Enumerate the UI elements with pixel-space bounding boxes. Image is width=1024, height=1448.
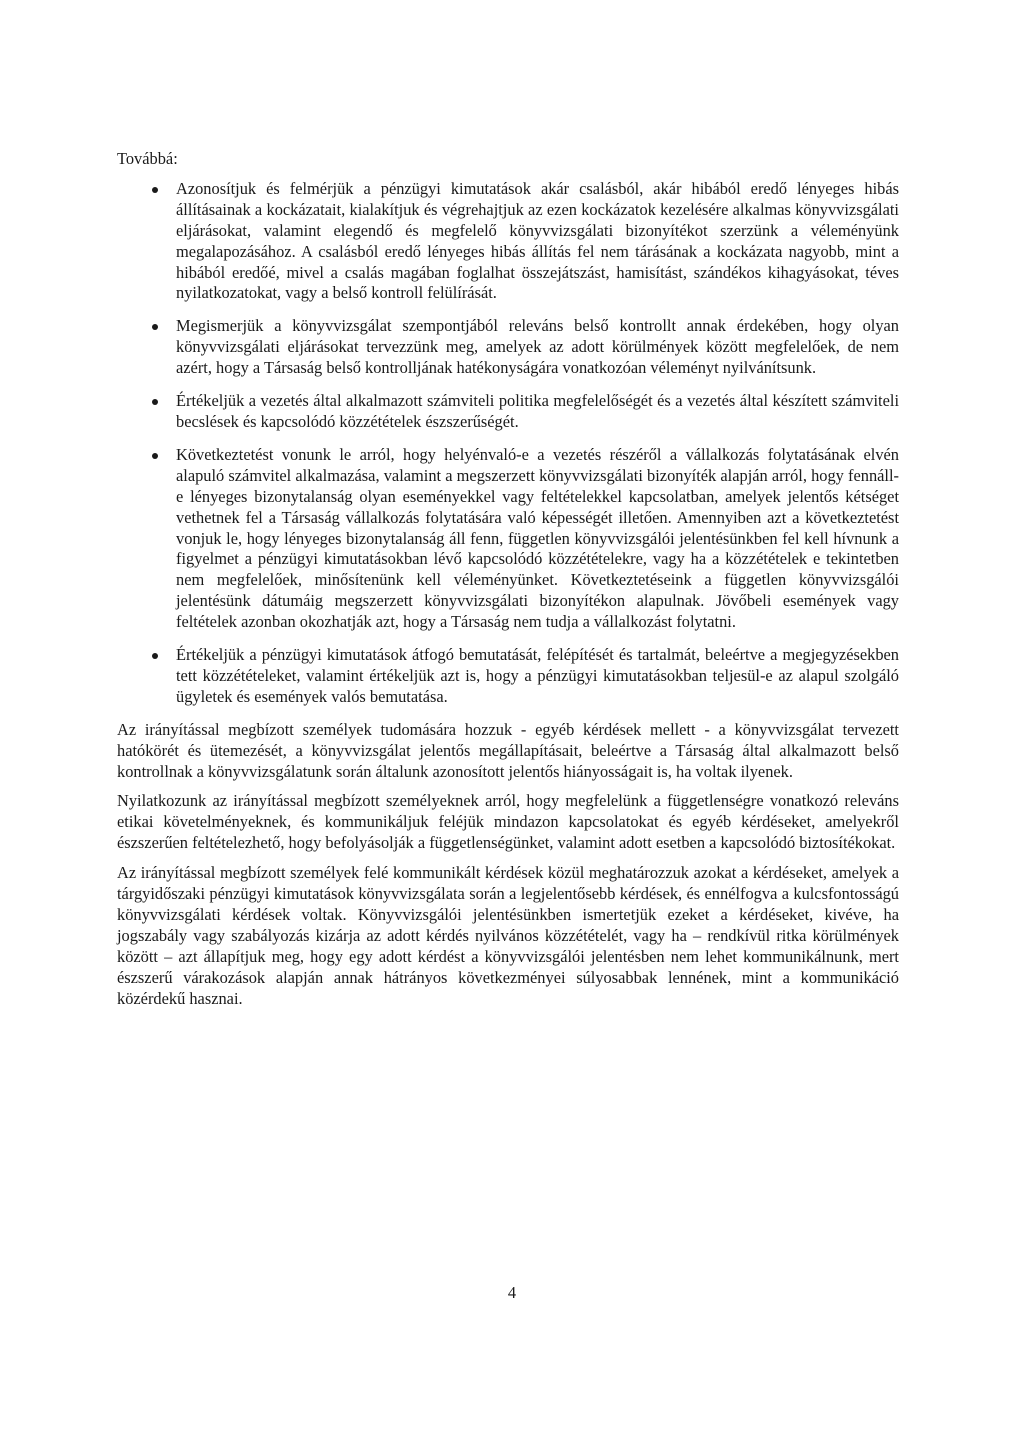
bullet-icon bbox=[152, 453, 158, 459]
paragraph: Az irányítással megbízott személyek tudomására hozzuk - egyéb kérdések mellett - a könyvvizsgálat tervezett hatókörét és ütemezését, a könyvvizsgálat jelentős megállapításait, beleértve a Társaság által alkalmazott belső kontrollnak a könyvvizsgálatunk során általunk azonosított jelentős hiányosságait is, ha voltak ilyenek. bbox=[117, 719, 899, 781]
bullet-text: Azonosítjuk és felmérjük a pénzügyi kimutatások akár csalásból, akár hibából eredő lényeges hibás állításainak a kockázatait, kialakítjuk és végrehajtjuk az ezen kockázatok kezelésére alkalmas könyvvizsgálati eljárásokat, valamint elegendő és megfelelő könyvvizsgálati bizonyítékot szerzünk a véleményünk megalapozásához. A csalásból eredő lényeges hibás állítás fel nem tárásának a kockázata nagyobb, mint a hibából eredőé, mivel a csalás magában foglalhat összejátszást, hamisítást, szándékos kihagyásokat, téves nyilatkozatokat, vagy a belső kontroll felülírását. bbox=[176, 178, 899, 303]
bullet-item bbox=[117, 391, 899, 433]
section-heading: Továbbá: bbox=[117, 149, 178, 168]
bullet-item bbox=[117, 445, 899, 633]
bullet-item bbox=[117, 645, 899, 708]
bullet-icon bbox=[152, 324, 158, 330]
bullet-text: Értékeljük a vezetés által alkalmazott számviteli politika megfelelőségét és a vezetés által készített számviteli becslések és kapcsolódó közzétételek észszerűségét. bbox=[176, 391, 899, 431]
bullet-icon bbox=[152, 187, 158, 193]
bullet-text: Értékeljük a pénzügyi kimutatások átfogó bemutatását, felépítését és tartalmát, beleértve a megjegyzésekben tett közzétételeket, valamint értékeljük azt is, hogy a pénzügyi kimutatásokban teljesül-e az alapul szolgáló ügyletek és események valós bemutatása. bbox=[176, 645, 899, 706]
bullet-item bbox=[117, 316, 899, 379]
page-number: 4 bbox=[507, 1283, 517, 1302]
bullet-item bbox=[117, 179, 899, 304]
bullet-text: Következtetést vonunk le arról, hogy helyénvaló-e a vezetés részéről a vállalkozás folytatásának elvén alapuló számvitel alkalmazása, valamint a megszerzett könyvvizsgálati bizonyíték alapján arról, hogy fennáll-e lényeges bizonytalanság olyan eseményekkel vagy feltételekkel kapcsolatban, amelyek jelentős kétséget vethetnek fel a Társaság vállalkozás folytatására való képességét illetően. Amennyiben azt a következtetést vonjuk le, hogy lényeges bizonytalanság áll fenn, független könyvvizsgálói jelentésünkben fel kell hívnunk a figyelmet a pénzügyi kimutatásokban lévő kapcsolódó közzétételekre, vagy ha a közzétételek e tekintetben nem megfelelőek, minősítenünk kell véleményünket. Következtetéseink a független könyvvizsgálói jelentésünk dátumáig megszerzett könyvvizsgálati bizonyítékon alapulnak. Jövőbeli események vagy feltételek azonban okozhatják azt, hogy a Társaság nem tudja a vállalkozást folytatni. bbox=[176, 444, 899, 632]
document-body bbox=[117, 149, 899, 1019]
bullet-icon bbox=[152, 399, 158, 405]
paragraph: Az irányítással megbízott személyek felé kommunikált kérdések közül meghatározzuk azokat a kérdéseket, amelyek a tárgyidőszaki pénzügyi kimutatások könyvvizsgálata során a legjelentősebb kérdések, és ennélfogva a kulcsfontosságú könyvvizsgálati kérdések voltak. Könyvvizsgálói jelentésünkben ismertetjük ezeket a kérdéseket, kivéve, ha jogszabály vagy szabályozás kizárja az adott kérdés nyilvános közzétételét, vagy ha – rendkívül ritka körülmények között – azt állapítjuk meg, hogy egy adott kérdést a könyvvizsgálói jelentésben nem lehet kommunikálnunk, mert észszerű várakozások alapján annak hátrányos következményei súlyosabbak lennének, mint a kommunikáció közérdekű hasznai. bbox=[117, 863, 899, 1008]
bullet-list bbox=[117, 179, 899, 708]
bullet-icon bbox=[152, 653, 158, 659]
paragraph: Nyilatkozunk az irányítással megbízott személyeknek arról, hogy megfelelünk a függetlenségre vonatkozó releváns etikai követelményeknek, és kommunikáljuk feléjük mindazon kapcsolatokat és egyéb kérdéseket, amelyekről észszerűen feltételezhető, hogy befolyásolják a függetlenségünket, valamint adott esetben a kapcsolódó biztosítékokat. bbox=[117, 791, 899, 853]
bullet-text: Megismerjük a könyvvizsgálat szempontjából releváns belső kontrollt annak érdekében, hogy olyan könyvvizsgálati eljárásokat tervezzünk meg, amelyek az adott körülmények között megfelelőek, de nem azért, hogy a Társaság belső kontrolljának hatékonyságára vonatkozóan véleményt nyilvánítsunk. bbox=[176, 316, 899, 378]
